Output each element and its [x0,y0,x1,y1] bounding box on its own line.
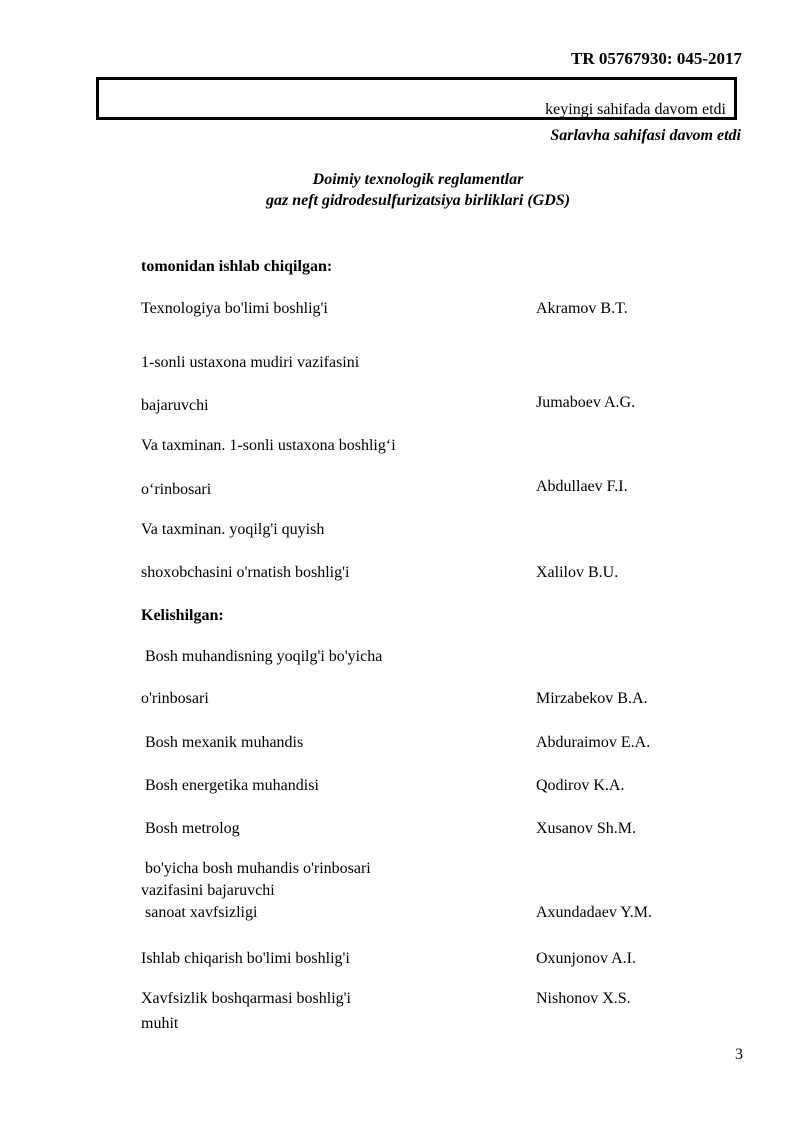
signatory-name: Oxunjonov A.I. [536,950,636,967]
continuation-note: keyingi sahifada davom etdi [545,101,726,118]
agreed-heading: Kelishilgan: [141,607,224,624]
position-label: bajaruvchi [141,397,209,414]
document-title-line2: gaz neft gidrodesulfurizatsiya birliklari (GDS) [265,192,571,209]
position-label: sanoat xavfsizligi [141,904,258,921]
document-code: TR 05767930: 045-2017 [571,49,742,68]
position-label: 1-sonli ustaxona mudiri vazifasini [141,354,360,371]
position-label: shoxobchasini o'rnatish boshlig'i [141,564,350,581]
position-label: o‘rinbosari [141,481,212,498]
position-label: Xavfsizlik boshqarmasi boshlig'i [141,990,351,1007]
signatory-name: Akramov B.T. [536,300,628,317]
position-label: Bosh mexanik muhandis [141,734,304,751]
position-label: Bosh energetika muhandisi [141,777,319,794]
position-label: Bosh metrolog [141,820,240,837]
position-label: o'rinbosari [141,690,209,707]
signatory-name: Jumaboev A.G. [536,394,636,411]
position-label: Texnologiya bo'limi boshlig'i [141,300,328,317]
position-label: vazifasini bajaruvchi [141,882,275,899]
signatory-name: Axundadaev Y.M. [536,904,652,921]
page-number: 3 [735,1046,743,1063]
signatory-name: Abdullaev F.I. [536,478,628,495]
continuation-frame [96,77,737,120]
signatory-name: Mirzabekov B.A. [536,690,648,707]
position-label: Va taxminan. 1-sonli ustaxona boshlig‘i [141,437,396,454]
developed-heading: tomonidan ishlab chiqilgan: [141,258,333,275]
subheader: Sarlavha sahifasi davom etdi [550,127,741,144]
position-label: bo'yicha bosh muhandis o'rinbosari [141,860,371,877]
signatory-name: Xusanov Sh.M. [536,820,637,837]
position-label: muhit [141,1015,179,1032]
signatory-name: Nishonov X.S. [536,990,631,1007]
signatory-name: Abduraimov E.A. [536,734,651,751]
position-label: Ishlab chiqarish bo'limi boshlig'i [141,950,350,967]
signatory-name: Qodirov K.A. [536,777,625,794]
signatory-name: Xalilov B.U. [536,564,619,581]
position-label: Bosh muhandisning yoqilg'i bo'yicha [141,648,383,665]
position-label: Va taxminan. yoqilg'i quyish [141,521,325,538]
document-title-line1: Doimiy texnologik reglamentlar [312,171,524,188]
